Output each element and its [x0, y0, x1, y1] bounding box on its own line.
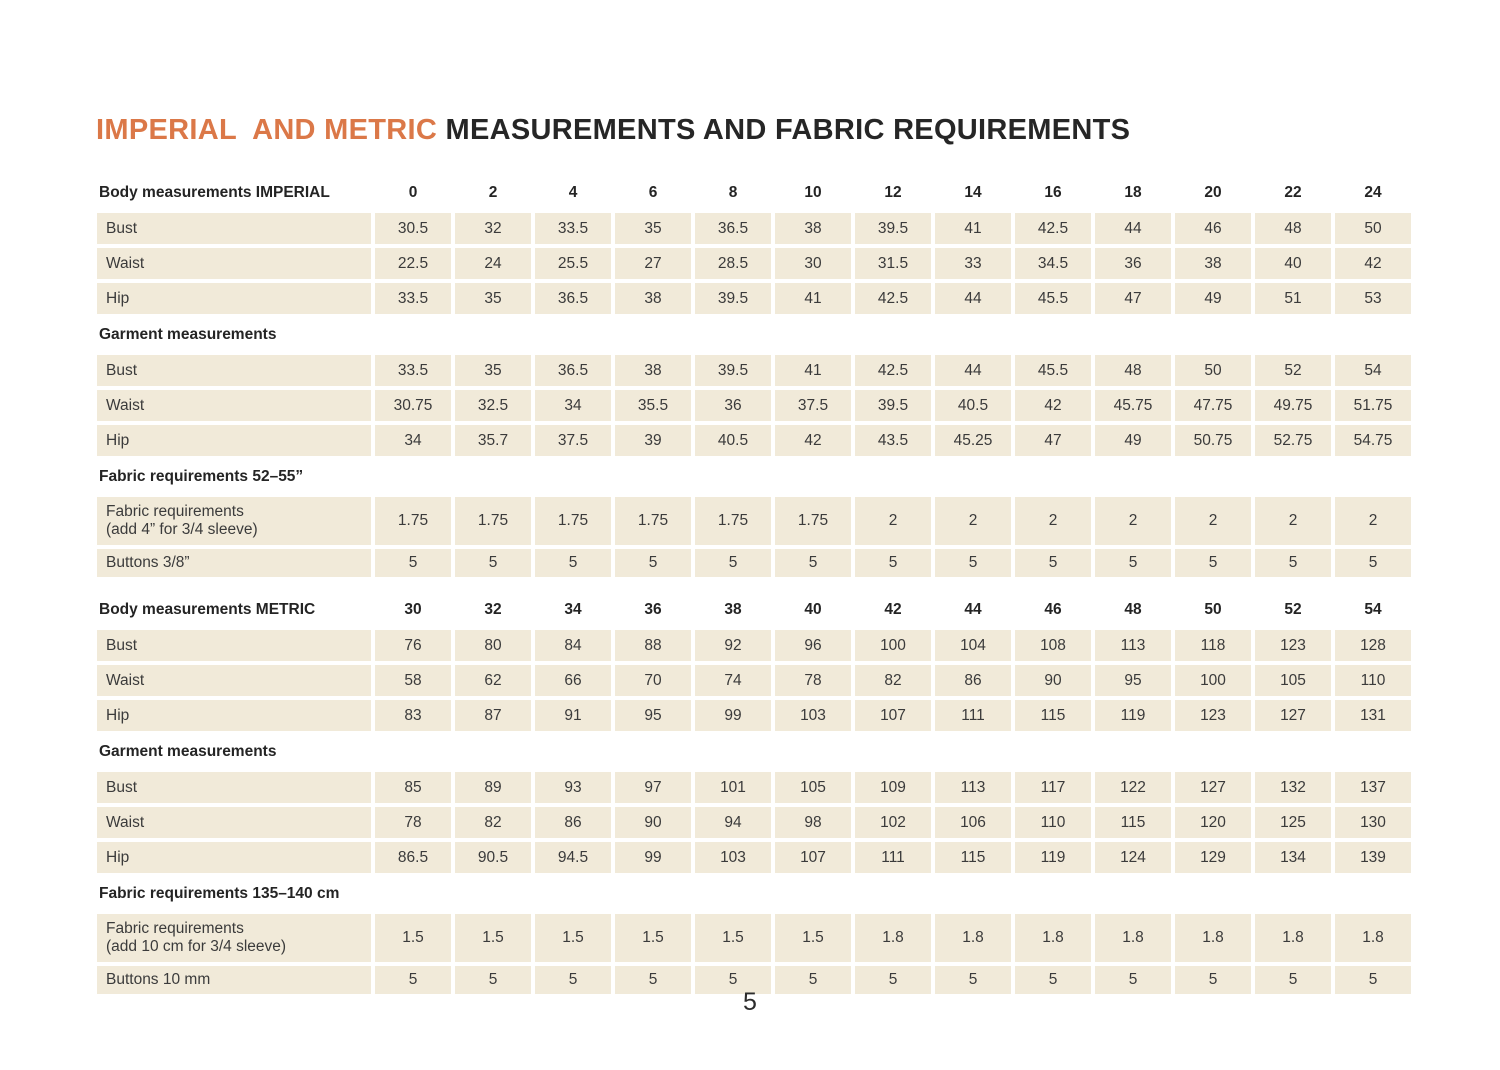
- value-cell: 39.5: [855, 213, 931, 244]
- value-cell: 1.75: [535, 497, 611, 545]
- value-cell: 36.5: [695, 213, 771, 244]
- value-cell: 31.5: [855, 248, 931, 279]
- value-cell: 38: [615, 283, 691, 314]
- size-header-cell: 38: [724, 600, 742, 618]
- size-header-cell: 18: [1124, 183, 1142, 201]
- row-label-line: (add 10 cm for 3/4 sleeve): [106, 938, 287, 955]
- size-header-cell: 46: [1044, 600, 1062, 618]
- table-row: [97, 213, 1411, 244]
- value-cell: 111: [935, 700, 1011, 731]
- value-cell: 5: [1015, 549, 1091, 577]
- value-cell: 50.75: [1175, 425, 1251, 456]
- size-header-cell: 42: [884, 600, 902, 618]
- value-cell: 98: [775, 807, 851, 838]
- value-cell: 1.8: [1335, 914, 1411, 962]
- section-gap: [97, 581, 1411, 593]
- value-cell: 38: [775, 213, 851, 244]
- value-cell: 2: [1015, 497, 1091, 545]
- value-cell: 80: [455, 630, 531, 661]
- value-cell: 42: [775, 425, 851, 456]
- value-cell: 105: [1255, 665, 1331, 696]
- value-cell: 54.75: [1335, 425, 1411, 456]
- size-header-cell: 0: [408, 183, 418, 201]
- table-row: [97, 772, 1411, 803]
- value-cell: 53: [1335, 283, 1411, 314]
- value-cell: 41: [775, 355, 851, 386]
- value-cell: 44: [935, 283, 1011, 314]
- value-cell: 35: [455, 355, 531, 386]
- table-row: [97, 390, 1411, 421]
- value-cell: 99: [695, 700, 771, 731]
- table-row: [97, 914, 1411, 962]
- row-label: Waist: [97, 807, 371, 838]
- value-cell: 139: [1335, 842, 1411, 873]
- table-row: [97, 549, 1411, 577]
- value-cell: 50: [1335, 213, 1411, 244]
- value-cell: 87: [455, 700, 531, 731]
- value-cell: 127: [1255, 700, 1331, 731]
- value-cell: 1.8: [1255, 914, 1331, 962]
- value-cell: 33.5: [375, 355, 451, 386]
- value-cell: 38: [615, 355, 691, 386]
- value-cell: 5: [1175, 549, 1251, 577]
- value-cell: 74: [695, 665, 771, 696]
- value-cell: 110: [1335, 665, 1411, 696]
- value-cell: 42: [1015, 390, 1091, 421]
- value-cell: 35.7: [455, 425, 531, 456]
- value-cell: 1.5: [695, 914, 771, 962]
- value-cell: 1.8: [1095, 914, 1171, 962]
- value-cell: 36: [1095, 248, 1171, 279]
- value-cell: 42.5: [1015, 213, 1091, 244]
- value-cell: 82: [455, 807, 531, 838]
- value-cell: 99: [615, 842, 691, 873]
- value-cell: 47: [1095, 283, 1171, 314]
- value-cell: 1.75: [455, 497, 531, 545]
- value-cell: 44: [935, 355, 1011, 386]
- value-cell: 45.75: [1095, 390, 1171, 421]
- value-cell: 103: [695, 842, 771, 873]
- value-cell: 113: [935, 772, 1011, 803]
- value-cell: 5: [935, 966, 1011, 994]
- value-cell: 115: [935, 842, 1011, 873]
- row-label: Bust: [97, 630, 371, 661]
- value-cell: 5: [535, 549, 611, 577]
- value-cell: 1.8: [935, 914, 1011, 962]
- value-cell: 86: [535, 807, 611, 838]
- page-title-rest: MEASUREMENTS AND FABRIC REQUIREMENTS: [445, 114, 1131, 147]
- value-cell: 5: [695, 966, 771, 994]
- section-header-label: Body measurements METRIC: [99, 600, 316, 618]
- value-cell: 109: [855, 772, 931, 803]
- value-cell: 95: [1095, 665, 1171, 696]
- value-cell: 5: [1255, 549, 1331, 577]
- value-cell: 2: [1255, 497, 1331, 545]
- table-row: [97, 665, 1411, 696]
- size-header-cell: 12: [884, 183, 902, 201]
- value-cell: 47.75: [1175, 390, 1251, 421]
- value-cell: 40: [1255, 248, 1331, 279]
- section-header-row: [97, 176, 1411, 209]
- value-cell: 48: [1095, 355, 1171, 386]
- value-cell: 100: [1175, 665, 1251, 696]
- table-row: [97, 700, 1411, 731]
- value-cell: 52: [1255, 355, 1331, 386]
- row-label-line: Fabric requirements: [106, 503, 244, 520]
- row-label: Waist: [97, 665, 371, 696]
- row-label: Buttons 10 mm: [97, 966, 371, 994]
- value-cell: 91: [535, 700, 611, 731]
- page-title-accent: IMPERIAL AND METRIC: [96, 114, 446, 147]
- value-cell: 30.75: [375, 390, 451, 421]
- value-cell: 83: [375, 700, 451, 731]
- row-label: Bust: [97, 355, 371, 386]
- value-cell: 34: [535, 390, 611, 421]
- row-label: Hip: [97, 842, 371, 873]
- size-header-cell: 30: [404, 600, 422, 618]
- value-cell: 1.75: [775, 497, 851, 545]
- value-cell: 119: [1015, 842, 1091, 873]
- row-label: Bust: [97, 772, 371, 803]
- size-header-cell: 36: [644, 600, 662, 618]
- size-header-cell: 54: [1364, 600, 1382, 618]
- row-label: Waist: [97, 390, 371, 421]
- value-cell: 119: [1095, 700, 1171, 731]
- value-cell: 5: [1175, 966, 1251, 994]
- value-cell: 125: [1255, 807, 1331, 838]
- size-header-cell: 10: [804, 183, 822, 201]
- value-cell: 90: [615, 807, 691, 838]
- row-label: Hip: [97, 283, 371, 314]
- value-cell: 43.5: [855, 425, 931, 456]
- section-header-label: Fabric requirements 135–140 cm: [99, 884, 340, 902]
- table-row: [97, 425, 1411, 456]
- value-cell: 78: [375, 807, 451, 838]
- value-cell: 1.75: [615, 497, 691, 545]
- value-cell: 34.5: [1015, 248, 1091, 279]
- value-cell: 115: [1015, 700, 1091, 731]
- value-cell: 32.5: [455, 390, 531, 421]
- value-cell: 70: [615, 665, 691, 696]
- value-cell: 36: [695, 390, 771, 421]
- value-cell: 132: [1255, 772, 1331, 803]
- value-cell: 40.5: [695, 425, 771, 456]
- value-cell: 58: [375, 665, 451, 696]
- row-label: Hip: [97, 700, 371, 731]
- size-header-cell: 44: [964, 600, 982, 618]
- size-header-cell: 52: [1284, 600, 1302, 618]
- value-cell: 123: [1255, 630, 1331, 661]
- value-cell: 38: [1175, 248, 1251, 279]
- table-row: [97, 842, 1411, 873]
- value-cell: 5: [375, 549, 451, 577]
- value-cell: 94.5: [535, 842, 611, 873]
- value-cell: 124: [1095, 842, 1171, 873]
- value-cell: 5: [455, 966, 531, 994]
- value-cell: 49.75: [1255, 390, 1331, 421]
- value-cell: 92: [695, 630, 771, 661]
- section-header-label: Fabric requirements 52–55”: [99, 467, 304, 485]
- value-cell: 88: [615, 630, 691, 661]
- value-cell: 108: [1015, 630, 1091, 661]
- value-cell: 101: [695, 772, 771, 803]
- section-header-row: [97, 593, 1411, 626]
- value-cell: 96: [775, 630, 851, 661]
- value-cell: 27: [615, 248, 691, 279]
- value-cell: 111: [855, 842, 931, 873]
- value-cell: 5: [1015, 966, 1091, 994]
- value-cell: 52.75: [1255, 425, 1331, 456]
- table-row: [97, 497, 1411, 545]
- value-cell: 129: [1175, 842, 1251, 873]
- value-cell: 47: [1015, 425, 1091, 456]
- value-cell: 1.5: [535, 914, 611, 962]
- value-cell: 76: [375, 630, 451, 661]
- table-row: [97, 355, 1411, 386]
- value-cell: 118: [1175, 630, 1251, 661]
- value-cell: 33.5: [535, 213, 611, 244]
- page-title: [96, 114, 1130, 147]
- size-header-cell: 50: [1204, 600, 1222, 618]
- section-header-row: [97, 735, 1411, 768]
- value-cell: 106: [935, 807, 1011, 838]
- page-number: 5: [743, 988, 757, 1016]
- value-cell: 39.5: [695, 355, 771, 386]
- row-label: [97, 914, 371, 962]
- value-cell: 24: [455, 248, 531, 279]
- value-cell: 66: [535, 665, 611, 696]
- value-cell: 2: [935, 497, 1011, 545]
- size-header-cell: 32: [484, 600, 502, 618]
- value-cell: 39.5: [695, 283, 771, 314]
- size-header-cell: 40: [804, 600, 822, 618]
- value-cell: 36.5: [535, 283, 611, 314]
- value-cell: 94: [695, 807, 771, 838]
- value-cell: 1.75: [695, 497, 771, 545]
- value-cell: 5: [1335, 549, 1411, 577]
- value-cell: 33: [935, 248, 1011, 279]
- value-cell: 1.5: [775, 914, 851, 962]
- value-cell: 5: [775, 966, 851, 994]
- value-cell: 134: [1255, 842, 1331, 873]
- value-cell: 84: [535, 630, 611, 661]
- row-label-line: (add 4” for 3/4 sleeve): [106, 521, 258, 538]
- value-cell: 2: [1175, 497, 1251, 545]
- value-cell: 37.5: [535, 425, 611, 456]
- section-header-row: [97, 318, 1411, 351]
- row-label: [97, 497, 371, 545]
- value-cell: 128: [1335, 630, 1411, 661]
- size-header-cell: 8: [728, 183, 738, 201]
- row-label: Hip: [97, 425, 371, 456]
- measurements-table: [97, 176, 1411, 998]
- value-cell: 5: [455, 549, 531, 577]
- value-cell: 45.5: [1015, 283, 1091, 314]
- value-cell: 1.5: [615, 914, 691, 962]
- section-header-row: [97, 460, 1411, 493]
- value-cell: 45.25: [935, 425, 1011, 456]
- value-cell: 35.5: [615, 390, 691, 421]
- value-cell: 39.5: [855, 390, 931, 421]
- value-cell: 41: [935, 213, 1011, 244]
- value-cell: 49: [1095, 425, 1171, 456]
- value-cell: 82: [855, 665, 931, 696]
- value-cell: 32: [455, 213, 531, 244]
- value-cell: 28.5: [695, 248, 771, 279]
- row-label: Waist: [97, 248, 371, 279]
- value-cell: 5: [695, 549, 771, 577]
- value-cell: 1.75: [375, 497, 451, 545]
- value-cell: 37.5: [775, 390, 851, 421]
- size-header-cell: 2: [488, 183, 498, 201]
- value-cell: 95: [615, 700, 691, 731]
- value-cell: 5: [775, 549, 851, 577]
- row-label-line: Fabric requirements: [106, 920, 244, 937]
- value-cell: 102: [855, 807, 931, 838]
- table-row: [97, 283, 1411, 314]
- value-cell: 131: [1335, 700, 1411, 731]
- value-cell: 5: [615, 966, 691, 994]
- value-cell: 30: [775, 248, 851, 279]
- size-header-cell: 34: [564, 600, 582, 618]
- value-cell: 123: [1175, 700, 1251, 731]
- value-cell: 34: [375, 425, 451, 456]
- value-cell: 5: [855, 966, 931, 994]
- value-cell: 5: [1335, 966, 1411, 994]
- value-cell: 115: [1095, 807, 1171, 838]
- value-cell: 33.5: [375, 283, 451, 314]
- value-cell: 1.8: [1015, 914, 1091, 962]
- size-header-cell: 4: [568, 183, 578, 201]
- value-cell: 54: [1335, 355, 1411, 386]
- value-cell: 127: [1175, 772, 1251, 803]
- value-cell: 100: [855, 630, 931, 661]
- value-cell: 117: [1015, 772, 1091, 803]
- value-cell: 62: [455, 665, 531, 696]
- value-cell: 122: [1095, 772, 1171, 803]
- value-cell: 93: [535, 772, 611, 803]
- value-cell: 86.5: [375, 842, 451, 873]
- value-cell: 5: [935, 549, 1011, 577]
- value-cell: 137: [1335, 772, 1411, 803]
- value-cell: 103: [775, 700, 851, 731]
- value-cell: 35: [455, 283, 531, 314]
- value-cell: 89: [455, 772, 531, 803]
- value-cell: 25.5: [535, 248, 611, 279]
- value-cell: 2: [1335, 497, 1411, 545]
- value-cell: 86: [935, 665, 1011, 696]
- value-cell: 1.8: [855, 914, 931, 962]
- value-cell: 5: [615, 549, 691, 577]
- value-cell: 50: [1175, 355, 1251, 386]
- value-cell: 113: [1095, 630, 1171, 661]
- value-cell: 2: [855, 497, 931, 545]
- value-cell: 107: [775, 842, 851, 873]
- section-header-row: [97, 877, 1411, 910]
- value-cell: 5: [855, 549, 931, 577]
- value-cell: 42.5: [855, 283, 931, 314]
- value-cell: 46: [1175, 213, 1251, 244]
- section-header-label: Garment measurements: [99, 325, 277, 343]
- value-cell: 40.5: [935, 390, 1011, 421]
- row-label: Bust: [97, 213, 371, 244]
- value-cell: 78: [775, 665, 851, 696]
- size-header-cell: 24: [1364, 183, 1382, 201]
- value-cell: 44: [1095, 213, 1171, 244]
- value-cell: 110: [1015, 807, 1091, 838]
- value-cell: 97: [615, 772, 691, 803]
- value-cell: 42: [1335, 248, 1411, 279]
- size-header-cell: 6: [648, 183, 658, 201]
- value-cell: 90: [1015, 665, 1091, 696]
- size-header-cell: 16: [1044, 183, 1062, 201]
- value-cell: 104: [935, 630, 1011, 661]
- value-cell: 41: [775, 283, 851, 314]
- table-row: [97, 248, 1411, 279]
- table-row: [97, 630, 1411, 661]
- value-cell: 90.5: [455, 842, 531, 873]
- value-cell: 1.8: [1175, 914, 1251, 962]
- value-cell: 49: [1175, 283, 1251, 314]
- value-cell: 35: [615, 213, 691, 244]
- value-cell: 1.5: [375, 914, 451, 962]
- value-cell: 5: [1095, 966, 1171, 994]
- value-cell: 51: [1255, 283, 1331, 314]
- value-cell: 51.75: [1335, 390, 1411, 421]
- value-cell: 85: [375, 772, 451, 803]
- value-cell: 39: [615, 425, 691, 456]
- value-cell: 105: [775, 772, 851, 803]
- value-cell: 5: [375, 966, 451, 994]
- value-cell: 45.5: [1015, 355, 1091, 386]
- size-header-cell: 20: [1204, 183, 1222, 201]
- value-cell: 42.5: [855, 355, 931, 386]
- value-cell: 107: [855, 700, 931, 731]
- value-cell: 22.5: [375, 248, 451, 279]
- value-cell: 30.5: [375, 213, 451, 244]
- value-cell: 1.5: [455, 914, 531, 962]
- value-cell: 36.5: [535, 355, 611, 386]
- section-header-label: Body measurements IMPERIAL: [99, 183, 330, 201]
- value-cell: 120: [1175, 807, 1251, 838]
- value-cell: 5: [535, 966, 611, 994]
- value-cell: 2: [1095, 497, 1171, 545]
- section-header-label: Garment measurements: [99, 742, 277, 760]
- size-header-cell: 14: [964, 183, 982, 201]
- value-cell: 48: [1255, 213, 1331, 244]
- size-header-cell: 48: [1124, 600, 1142, 618]
- value-cell: 130: [1335, 807, 1411, 838]
- value-cell: 5: [1255, 966, 1331, 994]
- table-row: [97, 807, 1411, 838]
- value-cell: 5: [1095, 549, 1171, 577]
- row-label: Buttons 3/8”: [97, 549, 371, 577]
- size-header-cell: 22: [1284, 183, 1302, 201]
